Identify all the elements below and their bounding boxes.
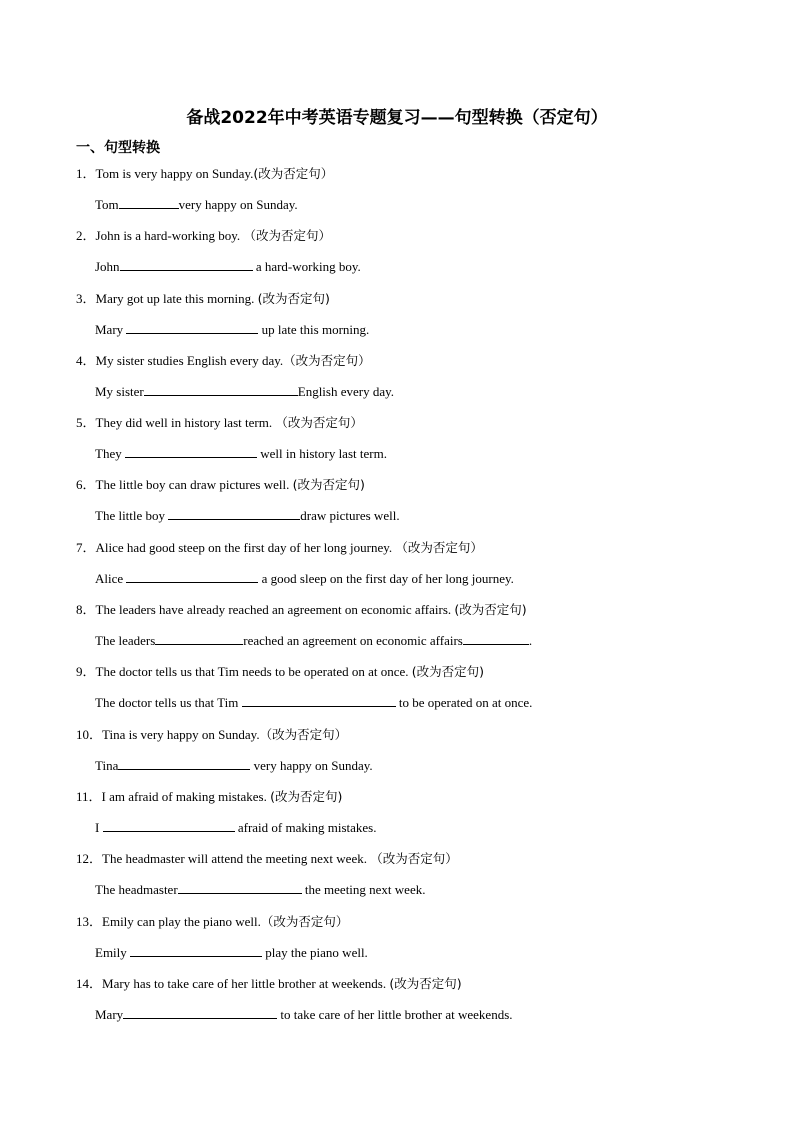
answer-blank[interactable] [155,631,243,645]
answer-line [95,693,532,713]
question-text [76,538,483,558]
question-item [76,538,736,600]
answer-prefix: The leaders [95,633,156,649]
question-item [76,849,736,911]
question-number: 3． [76,290,96,306]
question-sentence: The leaders have already reached an agreement on economic affairs. [95,602,455,618]
answer-line [95,631,532,651]
question-instruction: (改为否定句) [454,602,527,618]
answer-line [95,257,361,277]
question-instruction: (改为否定句) [257,290,330,306]
question-text [76,226,331,246]
answer-line [95,818,376,838]
answer-blank[interactable] [168,506,300,520]
answer-line [95,756,373,776]
question-number: 14． [76,975,103,991]
question-item [76,289,736,351]
question-number: 12． [76,851,103,867]
question-number: 1． [76,166,96,181]
question-text [76,662,484,682]
question-number: 2． [76,228,96,244]
answer-line [95,320,369,340]
question-text [76,912,348,932]
answer-end: . [528,633,533,649]
question-number: 8． [76,602,96,618]
answer-line [95,943,368,963]
answer-prefix: Alice [95,570,127,586]
question-instruction: (改为否定句) [411,664,485,680]
question-text [76,849,458,869]
answer-line [95,506,400,526]
answer-blank[interactable] [103,818,235,832]
answer-prefix: I [95,819,103,835]
answer-prefix: Emily [95,944,131,960]
answer-prefix: They [95,446,125,462]
question-instruction: (改为否定句） [253,166,334,181]
answer-blank[interactable] [178,880,302,894]
question-sentence: I am afraid of making mistakes. [101,788,271,804]
answer-suffix: well in history last term. [256,446,387,462]
answer-blank[interactable] [144,382,298,396]
answer-blank[interactable] [126,569,258,583]
question-sentence: The headmaster will attend the meeting next week. [102,851,371,867]
question-sentence: My sister studies English every day. [95,352,284,368]
question-instruction: （改为否定句） [395,539,483,555]
question-item [76,226,736,288]
question-instruction: (改为否定句) [270,788,343,804]
question-item [76,475,736,537]
question-number: 10． [76,726,103,742]
question-instruction: （改为否定句） [370,851,458,867]
answer-blank[interactable] [242,693,396,707]
question-instruction: （改为否定句） [259,726,348,742]
answer-line [95,1005,513,1025]
question-item [76,912,736,974]
question-text [76,725,347,745]
answer-prefix: The little boy [95,508,169,524]
question-sentence: Tom is very happy on Sunday. [95,166,254,181]
question-number: 7． [76,539,96,555]
question-item [76,662,736,724]
answer-suffix: reached an agreement on economic affairs [243,633,463,649]
question-sentence: Tina is very happy on Sunday. [102,726,260,742]
answer-prefix: Tom [95,197,119,212]
question-sentence: Mary has to take care of her little brother at weekends. [102,975,390,991]
question-instruction: （改为否定句） [243,228,331,244]
answer-suffix: English every day. [297,383,395,399]
answer-blank[interactable] [120,257,253,271]
question-item [76,413,736,475]
answer-prefix: Mary [95,1006,124,1022]
question-number: 11． [76,788,102,804]
question-instruction: （改为否定句） [283,352,371,368]
question-text [76,351,371,371]
section-heading: 一、句型转换 [76,140,160,156]
answer-blank[interactable] [125,444,257,458]
answer-prefix: The doctor tells us that Tim [95,695,242,711]
page-title: 备战2022年中考英语专题复习——句型转换（否定句） [186,108,608,128]
answer-suffix: to take care of her little brother at weekends. [277,1006,513,1022]
question-sentence: Alice had good steep on the first day of her long journey. [95,539,396,555]
answer-prefix: John [95,259,120,275]
answer-suffix: draw pictures well. [300,508,400,524]
answer-blank[interactable] [119,195,179,209]
question-sentence: The doctor tells us that Tim needs to be operated on at once. [95,664,412,680]
answer-suffix: a hard-working boy. [252,259,361,275]
question-text [76,475,365,495]
answer-suffix: play the piano well. [262,944,368,960]
answer-blank[interactable] [118,756,250,770]
question-text [76,289,330,309]
answer-blank[interactable] [463,631,529,645]
question-text [76,600,527,620]
question-sentence: Mary got up late this morning. [95,290,258,306]
question-number: 6． [76,477,96,493]
question-item [76,600,736,662]
question-item [76,787,736,849]
question-sentence: They did well in history last term. [95,415,276,431]
question-item [76,351,736,413]
answer-prefix: The headmaster [95,882,178,898]
question-item [76,725,736,787]
question-instruction: (改为否定句) [292,477,365,493]
answer-prefix: Tina [95,757,119,773]
question-text [76,164,333,184]
question-text [76,787,342,807]
answer-suffix: up late this morning. [258,321,370,337]
answer-line [95,444,387,464]
question-instruction: (改为否定句) [389,975,462,991]
answer-suffix: a good sleep on the first day of her long journey. [258,570,514,586]
question-text [76,413,363,433]
question-item [76,164,736,226]
question-instruction: （改为否定句） [275,415,363,431]
answer-prefix: My sister [95,383,144,399]
answer-suffix: very happy on Sunday. [250,757,373,773]
answer-suffix: afraid of making mistakes. [234,819,377,835]
answer-line [95,880,425,900]
answer-suffix: very happy on Sunday. [178,197,298,212]
question-sentence: Emily can play the piano well. [102,913,261,929]
question-sentence: John is a hard-working boy. [95,228,244,244]
answer-line [95,382,394,402]
answer-line [95,195,298,215]
answer-suffix: the meeting next week. [301,882,426,898]
answer-blank[interactable] [126,320,258,334]
question-text [76,974,462,994]
question-number: 5． [76,415,96,431]
question-sentence: The little boy can draw pictures well. [95,477,293,493]
question-number: 4． [76,352,96,368]
question-instruction: （改为否定句） [260,913,349,929]
answer-line [95,569,514,589]
question-number: 9． [76,664,96,680]
answer-blank[interactable] [130,943,262,957]
answer-suffix: to be operated on at once. [395,695,533,711]
answer-blank[interactable] [123,1005,277,1019]
question-number: 13． [76,913,103,929]
question-list [76,164,736,1036]
answer-prefix: Mary [95,321,127,337]
question-item [76,974,736,1036]
